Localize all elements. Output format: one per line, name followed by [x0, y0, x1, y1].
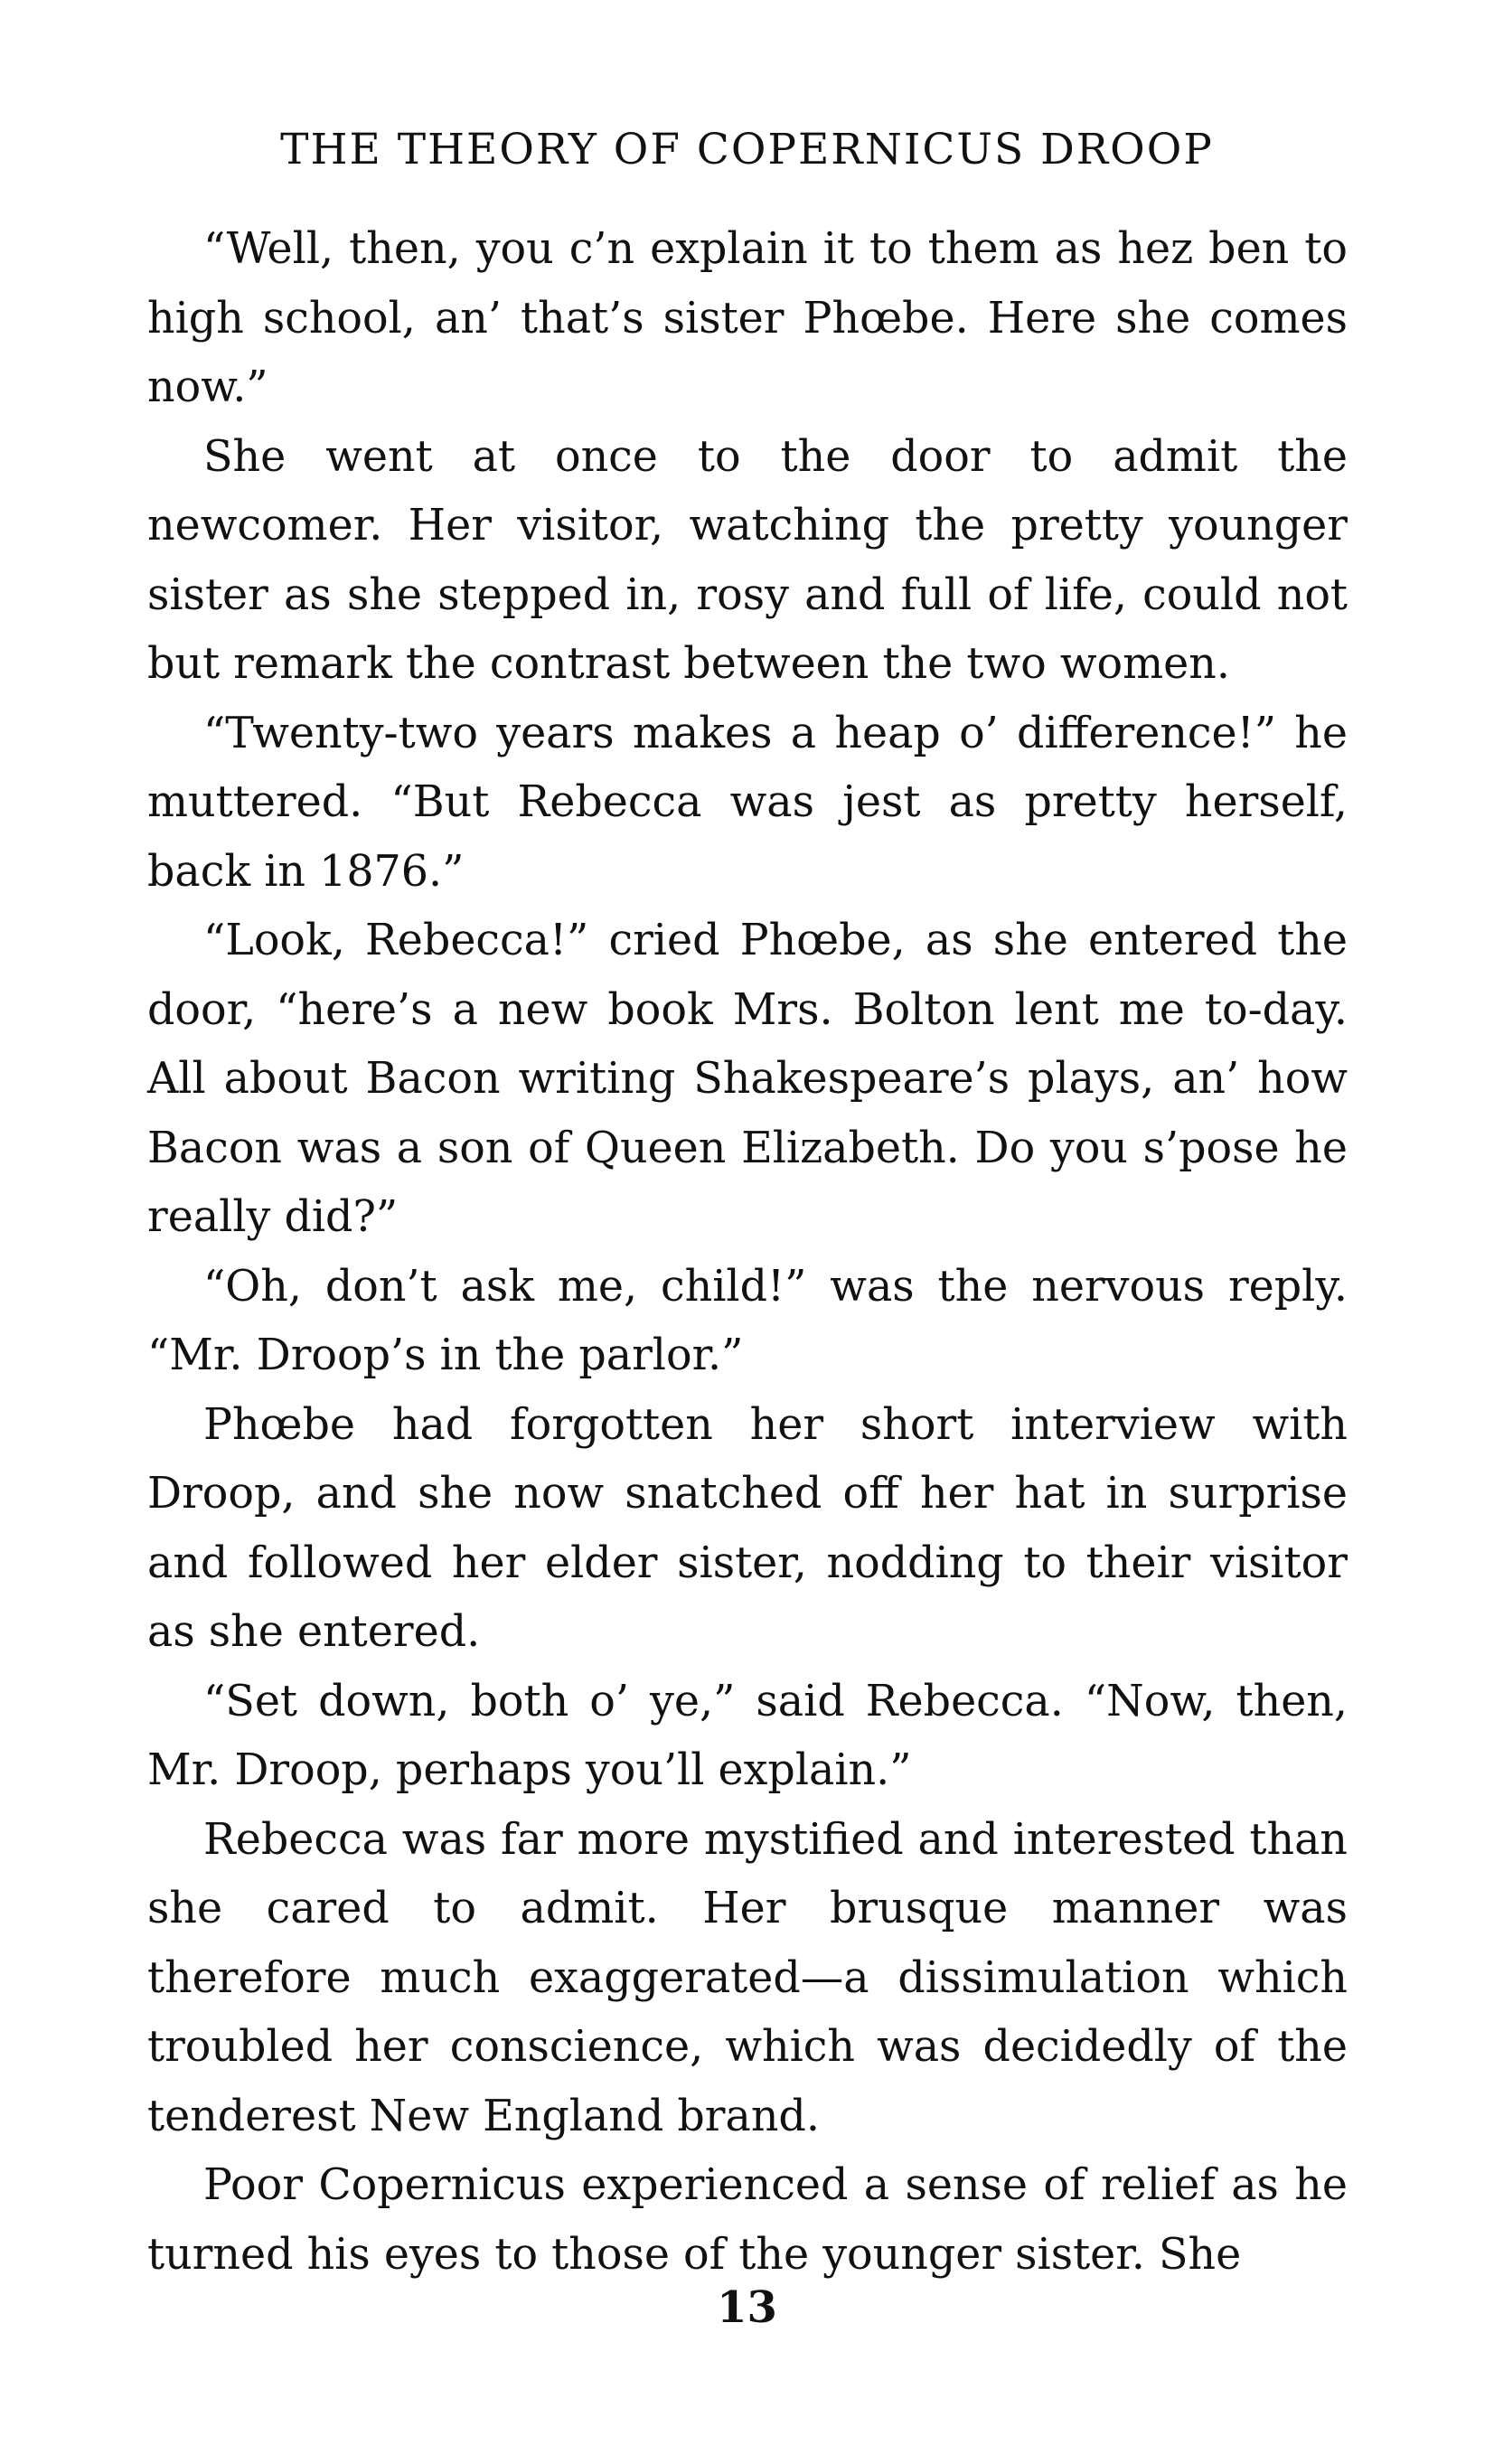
paragraph: “Look, Rebecca!” cried Phœbe, as she entered the door, “here’s a new book Mrs. Bolton lent me to-day. All about Bacon writing Shakespeare’s plays, an’ how Bacon was a son of Queen Elizabeth. Do you s’pose he really did?” — [147, 916, 1348, 1242]
paragraph: “Twenty-two years makes a heap o’ difference!” he muttered. “But Rebecca was jest as pretty herself, back in 1876.” — [147, 708, 1348, 897]
paragraph: “Oh, don’t ask me, child!” was the nervous reply. “Mr. Droop’s in the parlor.” — [147, 1261, 1348, 1380]
paragraph: “Well, then, you c’n explain it to them as hez ben to high school, an’ that’s sister Phœbe. Here she comes now.” — [147, 224, 1348, 412]
body-text — [147, 215, 1348, 2290]
page-number: 13 — [717, 2282, 777, 2333]
paragraph: “Set down, both o’ ye,” said Rebecca. “Now, then, Mr. Droop, perhaps you’ll explain.” — [147, 1676, 1348, 1795]
paragraph: Poor Copernicus experienced a sense of relief as he turned his eyes to those of the younger sister. She — [147, 2160, 1348, 2280]
paragraph: She went at once to the door to admit the newcomer. Her visitor, watching the pretty younger sister as she stepped in, rosy and full of life, could not but remark the contrast between the two women. — [147, 431, 1348, 689]
running-head: THE THEORY OF COPERNICUS DROOP — [280, 125, 1214, 174]
paragraph: Phœbe had forgotten her short interview with Droop, and she now snatched off her hat in surprise and followed her elder sister, nodding to their visitor as she entered. — [147, 1399, 1348, 1657]
paragraph: Rebecca was far more mystified and interested than she cared to admit. Her brusque manner was therefore much exaggerated—a dissimulation which troubled her conscience, which was decidedly of the tenderest New England brand. — [147, 1814, 1348, 2141]
